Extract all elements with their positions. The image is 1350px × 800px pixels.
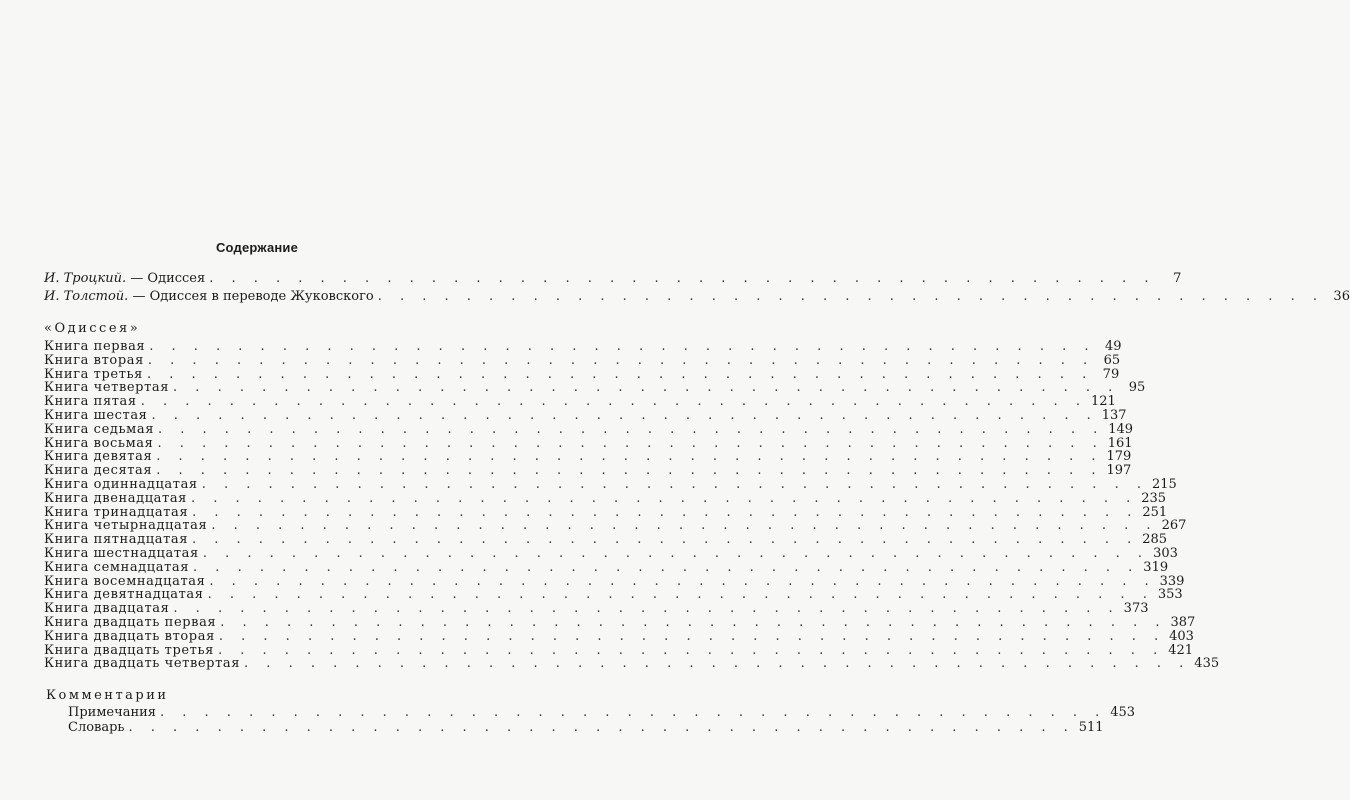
- entry-page-number: 421: [1168, 642, 1194, 658]
- entry-title: Книга восьмая: [44, 435, 154, 451]
- entry-page-number: 339: [1159, 573, 1185, 589]
- toc-entry-book: [44, 490, 1167, 506]
- toc-entry-notes: [68, 705, 1136, 720]
- entry-page-number: 7: [1173, 271, 1182, 286]
- dot-leader: . . . . . . . . . . . . . . . . . . . . . . . . . . . . . . . . . . . . . . . . . . .: [128, 720, 1075, 735]
- toc-entry-book: [44, 421, 1134, 437]
- entry-title: Книга шестая: [44, 408, 148, 423]
- entry-title: Книга девятнадцатая: [44, 587, 204, 603]
- toc-entry-book: [44, 380, 1146, 396]
- dot-leader: . . . . . . . . . . . . . . . . . . . . . . . . . . . . . . . . . . . . . . . . . . .: [193, 559, 1140, 575]
- entry-title: Книга шестнадцатая: [44, 546, 199, 561]
- entry-page-number: 95: [1128, 380, 1146, 396]
- dot-leader: . . . . . . . . . . . . . . . . . . . . . . . . . . . . . . . . . . . . . . . . . . .: [147, 352, 1095, 368]
- entry-page-number: 215: [1151, 477, 1177, 492]
- entry-page-number: 319: [1143, 559, 1169, 575]
- dot-leader: . . . . . . . . . . . . . . . . . . . . . . . . . . . . . . . . . . . . . . . . . . .: [244, 656, 1191, 672]
- entry-title: Книга вторая: [44, 352, 144, 368]
- entry-title: Книга одиннадцатая: [44, 477, 198, 492]
- toc-entry-book: [44, 435, 1133, 451]
- dot-leader: . . . . . . . . . . . . . . . . . . . . . . . . . . . . . . . . . . . . . . . . . . .: [146, 366, 1094, 382]
- dot-leader: . . . . . . . . . . . . . . . . . . . . . . . . . . . . . . . . . . . . . . . . . . .: [156, 449, 1103, 465]
- entry-title: Книга четвертая: [44, 380, 170, 396]
- dot-leader: . . . . . . . . . . . . . . . . . . . . . . . . . . . . . . . . . . . . . . . . . . .: [173, 601, 1120, 617]
- toc-entry-book: [44, 504, 1168, 520]
- entry-page-number: 235: [1141, 490, 1167, 506]
- dot-leader: . . . . . . . . . . . . . . . . . . . . . . . . . . . . . . . . . . . . . . . . . . .: [192, 504, 1139, 520]
- page-title: Содержание: [215, 240, 299, 255]
- entry-page-number: 121: [1090, 394, 1116, 410]
- entry-page-number: 65: [1103, 352, 1121, 368]
- toc-entry-book: [44, 628, 1194, 644]
- entry-author: И. Троцкий.: [44, 271, 127, 286]
- entry-title: Книга двадцать четвертая: [44, 656, 241, 672]
- toc-entry-book: [44, 408, 1127, 423]
- entry-title: Книга четырнадцатая: [44, 518, 208, 534]
- entry-title: Книга двадцать вторая: [44, 628, 215, 644]
- toc-entry-book: [44, 559, 1169, 575]
- entry-title: Книга двадцать первая: [44, 615, 217, 630]
- entry-title: Книга первая: [44, 339, 146, 354]
- dot-leader: . . . . . . . . . . . . . . . . . . . . . . . . . . . . . . . . . . . . . . . . . . .: [377, 289, 1324, 304]
- entry-page-number: 36: [1333, 289, 1350, 304]
- entry-page-number: 373: [1123, 601, 1149, 617]
- entry-page-number: 435: [1194, 656, 1220, 672]
- toc-entry-book: [44, 394, 1116, 410]
- entry-title: Книга семнадцатая: [44, 559, 190, 575]
- entry-title: Примечания: [68, 705, 157, 720]
- dot-leader: . . . . . . . . . . . . . . . . . . . . . . . . . . . . . . . . . . . . . . . . . . .: [202, 546, 1150, 561]
- toc-entry-book: [44, 477, 1177, 492]
- entry-title: Словарь: [68, 720, 125, 735]
- toc-entry-book: [44, 339, 1122, 354]
- dot-leader: . . . . . . . . . . . . . . . . . . . . . . . . . . . . . . . . . . . . . . . . . . .: [156, 463, 1103, 479]
- dot-leader: . . . . . . . . . . . . . . . . . . . . . . . . . . . . . . . . . . . . . . . . . . .: [190, 490, 1138, 506]
- dot-leader: . . . . . . . . . . . . . . . . . . . . . . . . . . . . . . . . . . . . . . . . . . .: [217, 642, 1165, 658]
- entry-author: И. Толстой.: [44, 289, 129, 304]
- entry-title: Книга пятнадцатая: [44, 532, 189, 548]
- entry-title: — Одиссея в переводе Жуковского: [132, 289, 374, 304]
- toc-entry-book: [44, 642, 1194, 658]
- toc-entry-book: [44, 518, 1187, 534]
- toc-entry-trotsky: [44, 271, 1182, 286]
- toc-entry-book: [44, 546, 1178, 561]
- entry-page-number: 161: [1107, 435, 1133, 451]
- entry-page-number: 387: [1170, 615, 1196, 630]
- entry-title: Книга двенадцатая: [44, 490, 187, 506]
- dot-leader: . . . . . . . . . . . . . . . . . . . . . . . . . . . . . . . . . . . . . . . . . . .: [149, 339, 1096, 354]
- entry-title: Книга двадцатая: [44, 601, 170, 617]
- dot-leader: . . . . . . . . . . . . . . . . . . . . . . . . . . . . . . . . . . . . . . . . . . .: [220, 615, 1167, 630]
- entry-page-number: 403: [1169, 628, 1194, 644]
- entry-title: Книга пятая: [44, 394, 137, 410]
- dot-leader: . . . . . . . . . . . . . . . . . . . . . . . . . . . . . . . . . . . . . . . . . . .: [140, 394, 1087, 410]
- toc-entry-book: [44, 656, 1220, 672]
- entry-page-number: 453: [1110, 705, 1136, 720]
- entry-page-number: 149: [1108, 421, 1134, 437]
- dot-leader: . . . . . . . . . . . . . . . . . . . . . . . . . . . . . . . . . . . . . . . . . . .: [173, 380, 1120, 396]
- commentary-section-heading: Комментарии: [46, 688, 169, 703]
- entry-page-number: 267: [1161, 518, 1187, 534]
- toc-entry-book: [44, 352, 1121, 368]
- dot-leader: . . . . . . . . . . . . . . . . . . . . . . . . . . . . . . . . . . . . . . . . . . .: [211, 518, 1158, 534]
- entry-title: Книга восемнадцатая: [44, 573, 206, 589]
- dot-leader: . . . . . . . . . . . . . . . . . . . . . . . . . . . . . . . . . . . . . . . . . . .: [192, 532, 1139, 548]
- entry-title: Книга десятая: [44, 463, 153, 479]
- toc-entry-book: [44, 463, 1132, 479]
- entry-page-number: 353: [1157, 587, 1183, 603]
- entry-page-number: 137: [1101, 408, 1127, 423]
- entry-page-number: 197: [1106, 463, 1132, 479]
- dot-leader: . . . . . . . . . . . . . . . . . . . . . . . . . . . . . . . . . . . . . . . . . . .: [209, 573, 1156, 589]
- entry-page-number: 179: [1106, 449, 1132, 465]
- dot-leader: . . . . . . . . . . . . . . . . . . . . . . . . . . . . . . . . . . . . . . . . . . .: [207, 587, 1154, 603]
- entry-page-number: 285: [1142, 532, 1168, 548]
- toc-entry-dictionary: [68, 720, 1104, 735]
- entry-title: Книга девятая: [44, 449, 153, 465]
- entry-page-number: 251: [1142, 504, 1168, 520]
- entry-title: — Одиссея: [130, 271, 206, 286]
- toc-entry-book: [44, 615, 1196, 630]
- toc-entry-book: [44, 449, 1132, 465]
- entry-title: Книга седьмая: [44, 421, 155, 437]
- dot-leader: . . . . . . . . . . . . . . . . . . . . . . . . . . . . . . . . . . . . . . . . . . .: [160, 705, 1107, 720]
- toc-entry-tolstoy: [44, 289, 1350, 304]
- entry-page-number: 49: [1104, 339, 1122, 354]
- dot-leader: . . . . . . . . . . . . . . . . . . . . . . . . . . . . . . . . . . . . . . . . . . .: [157, 435, 1104, 451]
- toc-entry-book: [44, 601, 1149, 617]
- entry-page-number: 511: [1078, 720, 1104, 735]
- dot-leader: . . . . . . . . . . . . . . . . . . . . . . . . . . . . . . . . . . . . . . . . . . .: [151, 408, 1098, 423]
- odyssey-section-heading: «Одиссея»: [44, 321, 141, 336]
- toc-entry-book: [44, 366, 1120, 382]
- dot-leader: . . . . . . . . . . . . . . . . . . . . . . . . . . . . . . . . . . . . . . . . . . .: [158, 421, 1105, 437]
- entry-title: Книга третья: [44, 366, 143, 382]
- toc-entry-book: [44, 587, 1183, 603]
- toc-entry-book: [44, 573, 1185, 589]
- entry-title: Книга двадцать третья: [44, 642, 214, 658]
- dot-leader: . . . . . . . . . . . . . . . . . . . . . . . . . . . . . . . . . . . . . . . . . . .: [201, 477, 1148, 492]
- entry-title: Книга тринадцатая: [44, 504, 189, 520]
- dot-leader: . . . . . . . . . . . . . . . . . . . . . . . . . . . . . . . . . . . . . . . . . . .: [218, 628, 1166, 644]
- toc-entry-book: [44, 532, 1168, 548]
- entry-page-number: 303: [1153, 546, 1178, 561]
- dot-leader: . . . . . . . . . . . . . . . . . . . . . . . . . . . . . . . . . . . . . . . . . . .: [209, 271, 1156, 286]
- entry-page-number: 79: [1102, 366, 1120, 382]
